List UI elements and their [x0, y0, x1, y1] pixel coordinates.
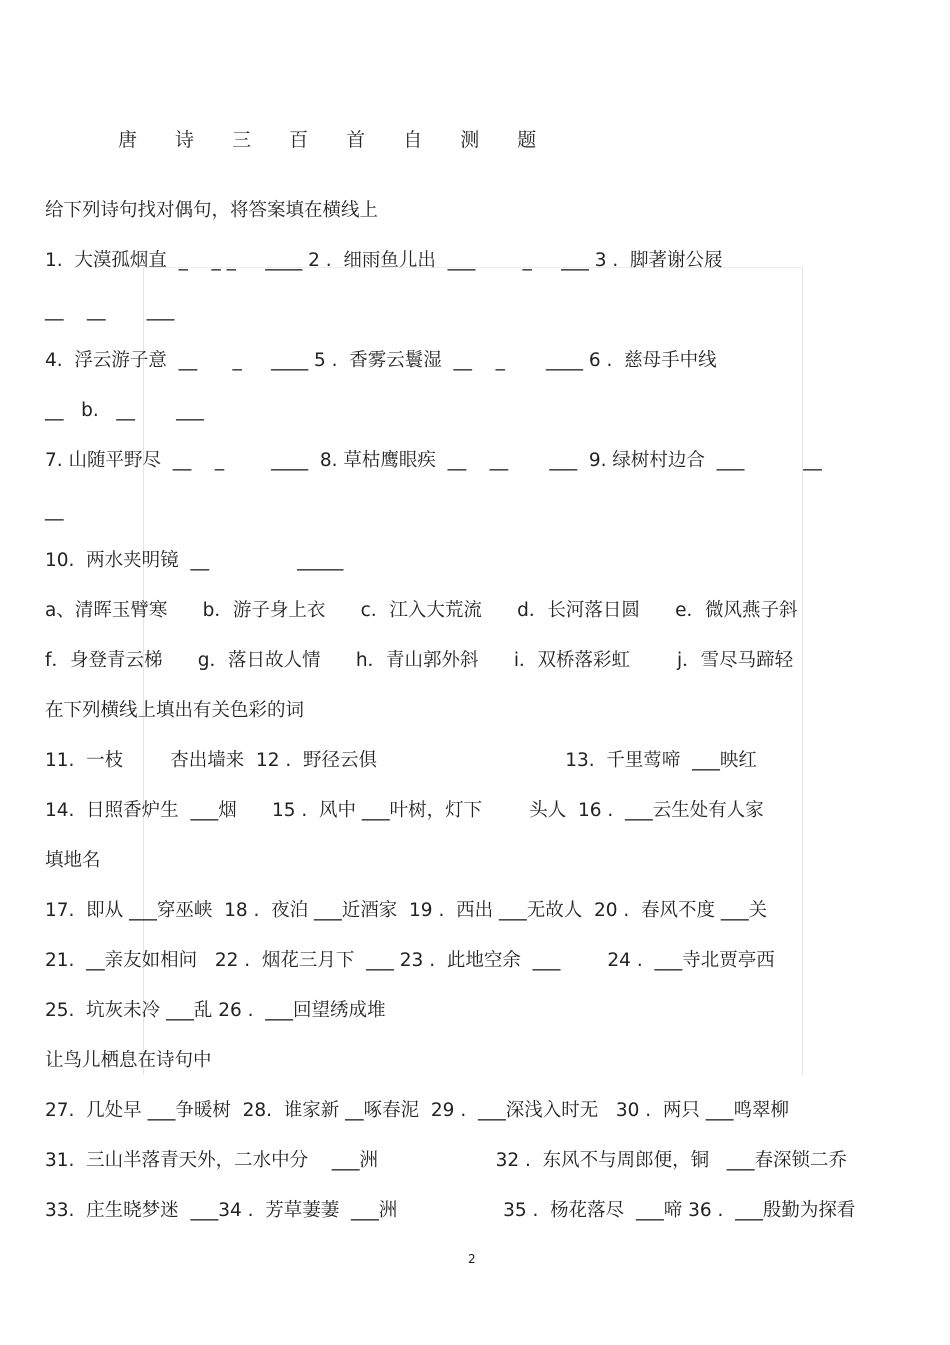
- page-number: 2: [468, 1252, 476, 1266]
- section-heading-couplets: 给下列诗句找对偶句，将答案填在横线上: [45, 200, 379, 221]
- question-line-10: 10. 两水夹明镜 __ _____: [45, 550, 344, 571]
- answer-options-a-e: a、清晖玉臂寒 b．游子身上衣 c．江入大荒流 d．长河落日圆 e．微风燕子斜: [45, 600, 798, 621]
- question-line-4-cont: __ b. __ ___: [45, 400, 204, 421]
- question-line-7-cont: __: [45, 500, 64, 521]
- page-title: 唐 诗 三 百 首 自 测 题: [118, 129, 553, 151]
- question-line-1: 1. 大漠孤烟直 _ _ _ ____ 2 . 细雨鱼儿出 ___ _ ___ 3 . 脚著谢公屐: [45, 250, 723, 271]
- question-line-1-cont: __ __ ___: [45, 300, 175, 321]
- question-line-17: 17. 即从 ___穿巫峡 18 . 夜泊 ___近酒家 19 . 西出 ___无故人 20 . 春风不度 ___关: [45, 900, 768, 921]
- answer-options-f-j: f．身登青云梯 g．落日故人情 h．青山郭外斜 i．双桥落彩虹 j．雪尽马蹄轻: [45, 650, 794, 671]
- question-line-4: 4. 浮云游子意 __ _ ____ 5 . 香雾云鬟湿 __ _ ____ 6 . 慈母手中线: [45, 350, 717, 371]
- question-line-11: 11. 一枝 杏出墙来 12 . 野径云俱 13. 千里莺啼 ___映红: [45, 750, 757, 771]
- question-line-21: 21. __亲友如相问 22 . 烟花三月下 ___ 23 . 此地空余 ___ 24 . ___寺北贾亭西: [45, 950, 775, 971]
- question-line-31: 31. 三山半落青天外，二水中分 ___洲 32 . 东风不与周郎便，铜 ___春深锁二乔: [45, 1150, 848, 1171]
- section-heading-birds: 让鸟儿栖息在诗句中: [45, 1050, 212, 1071]
- question-line-33: 33. 庄生晓梦迷 ___34 . 芳草萋萋 ___洲 35 . 杨花落尽 ___啼 36 . ___殷勤为探看: [45, 1200, 856, 1221]
- question-line-7: 7. 山随平野尽 __ _ ____ 8. 草枯鹰眼疾 __ __ ___ 9. 绿树村边合 ___ __: [45, 450, 822, 471]
- question-line-14: 14. 日照香炉生 ___烟 15 . 风中 ___叶树，灯下 头人 16 . ___云生处有人家: [45, 800, 764, 821]
- question-line-27: 27. 几处早 ___争暖树 28. 谁家新 __啄春泥 29 . ___深浅入时无 30 . 两只 ___鸣翠柳: [45, 1100, 790, 1121]
- section-heading-places: 填地名: [45, 850, 101, 871]
- section-heading-colors: 在下列横线上填出有关色彩的词: [45, 700, 305, 721]
- question-line-25: 25. 坑灰未冷 ___乱 26 . ___回望绣成堆: [45, 1000, 386, 1021]
